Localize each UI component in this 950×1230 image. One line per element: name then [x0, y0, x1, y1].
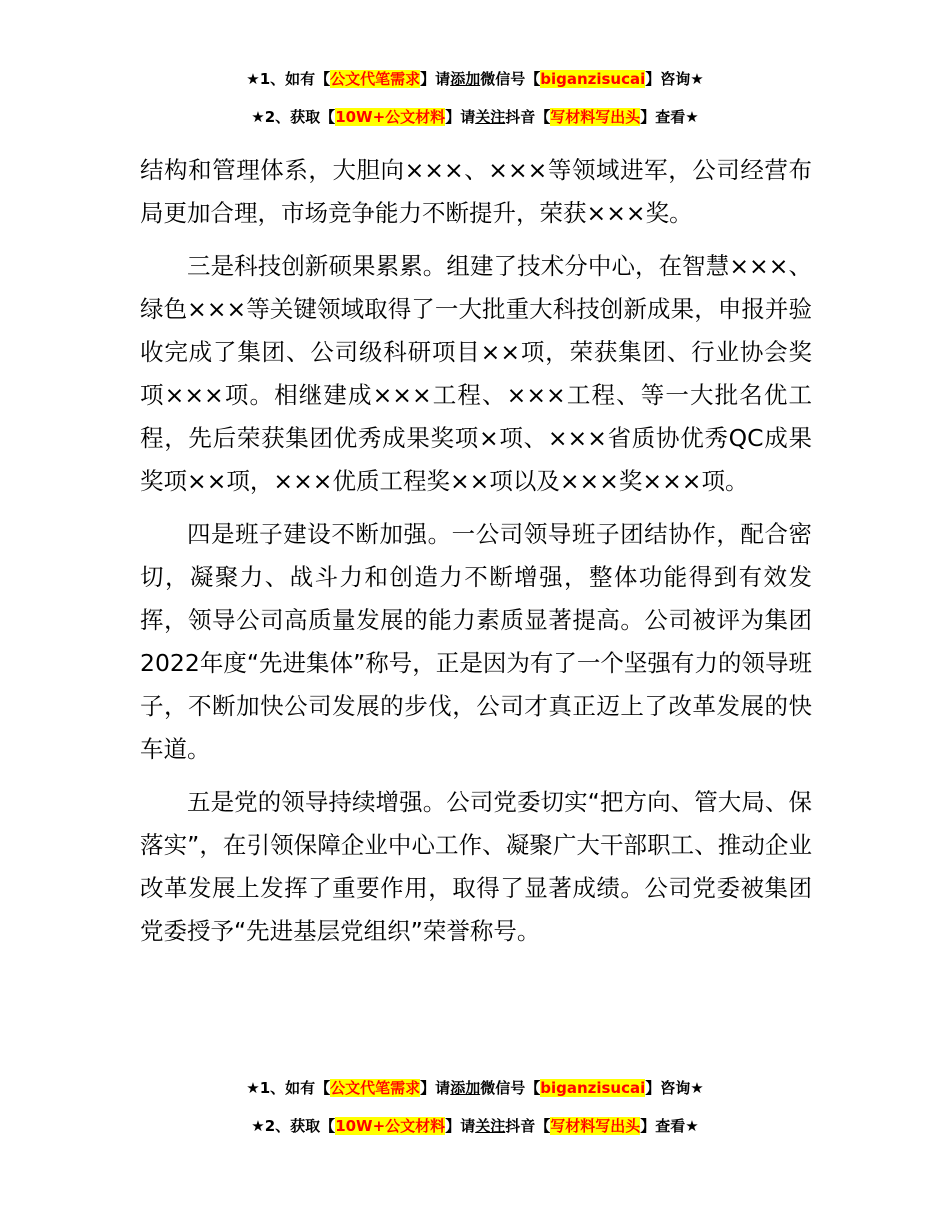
banner-text: 】请	[420, 1079, 451, 1097]
footer-banner-line-2	[0, 1116, 950, 1136]
banner-highlight: biganzisucai	[540, 70, 646, 88]
body-paragraph: 四是班子建设不断加强。一公司领导班子团结协作，配合密切，凝聚力、战斗力和创造力不断增强，整体功能得到有效发挥，领导公司高质量发展的能力素质显著提高。公司被评为集团2022年度“先进集体”称号，正是因为有了一个坚强有力的领导班子，不断加快公司发展的步伐，公司才真正迈上了改革发展的快车道。	[140, 520, 812, 763]
banner-text: ★2、获取【	[251, 1117, 336, 1135]
banner-text: 】咨询★	[645, 1079, 704, 1097]
body-paragraph: 三是科技创新硕果累累。组建了技术分中心，在智慧×××、绿色×××等关键领域取得了一大批重大科技创新成果，申报并验收完成了集团、公司级科研项目××项，荣获集团、行业协会奖项×××项。相继建成×××工程、×××工程、等一大批名优工程，先后荣获集团优秀成果奖项×项、×××省质协优秀QC成果奖项××项，×××优质工程奖××项以及×××奖×××项。	[140, 252, 812, 495]
banner-text: 】咨询★	[645, 70, 704, 88]
banner-text: 】请	[445, 1117, 476, 1135]
banner-highlight: 10W+公文材料	[335, 1117, 446, 1135]
banner-highlight: 写材料写出头	[550, 108, 641, 126]
banner-text: 抖音【	[505, 108, 551, 126]
banner-text: 抖音【	[505, 1117, 551, 1135]
banner-underline: 关注	[475, 1117, 506, 1135]
header-banner-line-1	[0, 69, 950, 89]
banner-underline: 添加	[450, 70, 481, 88]
document-body	[140, 149, 812, 953]
banner-highlight: 公文代笔需求	[330, 1079, 421, 1097]
banner-highlight: 公文代笔需求	[330, 70, 421, 88]
banner-text: 】查看★	[640, 108, 699, 126]
banner-underline: 关注	[475, 108, 506, 126]
body-paragraph: 结构和管理体系，大胆向×××、×××等领域进军，公司经营布局更加合理，市场竞争能力不断提升，荣获×××奖。	[140, 156, 812, 227]
banner-highlight: biganzisucai	[540, 1079, 646, 1097]
banner-text: 】请	[420, 70, 451, 88]
footer-banner-line-1	[0, 1078, 950, 1098]
banner-text: ★1、如有【	[246, 70, 331, 88]
banner-highlight: 10W+公文材料	[335, 108, 446, 126]
banner-text: ★2、获取【	[251, 108, 336, 126]
banner-text: 微信号【	[480, 70, 541, 88]
banner-text: 微信号【	[480, 1079, 541, 1097]
banner-highlight: 写材料写出头	[550, 1117, 641, 1135]
header-banner-line-2	[0, 107, 950, 127]
banner-underline: 添加	[450, 1079, 481, 1097]
banner-text: 】请	[445, 108, 476, 126]
body-paragraph: 五是党的领导持续增强。公司党委切实“把方向、管大局、保落实”，在引领保障企业中心工作、凝聚广大干部职工、推动企业改革发展上发挥了重要作用，取得了显著成绩。公司党委被集团党委授予“先进基层党组织”荣誉称号。	[140, 788, 812, 945]
banner-text: ★1、如有【	[246, 1079, 331, 1097]
banner-text: 】查看★	[640, 1117, 699, 1135]
